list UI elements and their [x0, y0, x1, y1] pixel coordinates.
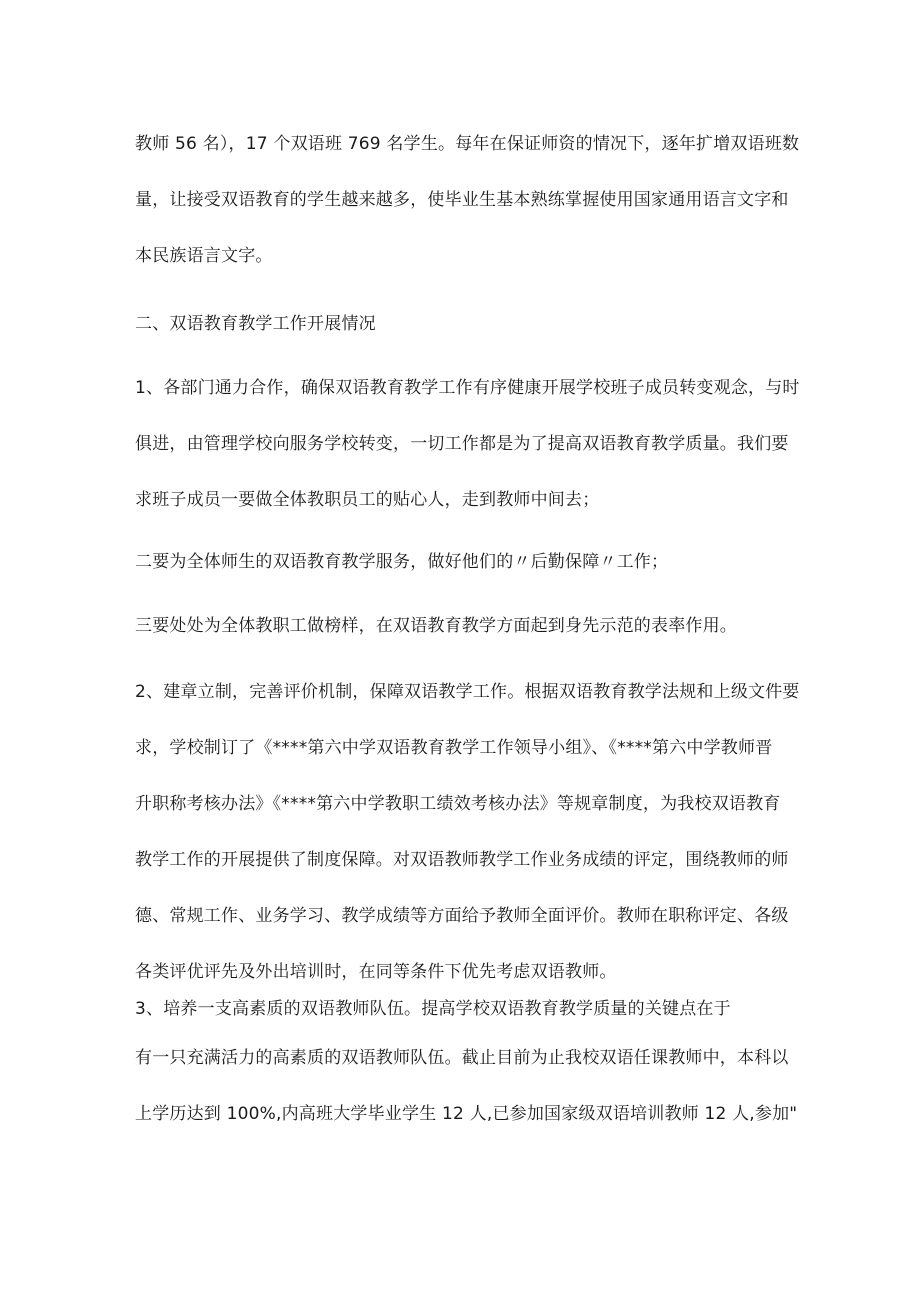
text-line-13: 教学工作的开展提供了制度保障。对双语教师教学工作业务成绩的评定，围绕教师的师 [135, 850, 789, 870]
text-line-9: 三要处处为全体教职工做榜样，在双语教育教学方面起到身先示范的表率作用。 [135, 616, 737, 636]
text-line-10: 2、建章立制，完善评价机制，保障双语教学工作。根据双语教育教学法规和上级文件要 [135, 682, 800, 702]
text-line-7: 求班子成员一要做全体教职员工的贴心人，走到教师中间去； [135, 490, 600, 510]
text-line-11: 求，学校制订了《****第六中学双语教育教学工作领导小组》、《****第六中学教师晋 [135, 738, 773, 758]
text-line-17: 有一只充满活力的高素质的双语教师队伍。截止目前为止我校双语任课教师中，本科以 [135, 1048, 789, 1068]
text-line-6: 俱进，由管理学校向服务学校转变，一切工作都是为了提高双语教育教学质量。我们要 [135, 434, 789, 454]
section-heading: 二、双语教育教学工作开展情况 [135, 314, 376, 334]
text-line-15: 各类评优评先及外出培训时，在同等条件下优先考虑双语教师。 [135, 962, 617, 982]
text-line-3: 本民族语言文字。 [135, 246, 273, 266]
text-line-16: 3、培养一支高素质的双语教师队伍。提高学校双语教育教学质量的关键点在于 [135, 999, 731, 1019]
text-line-8: 二要为全体师生的双语教育教学服务，做好他们的〃后勤保障〃工作； [135, 552, 669, 572]
text-line-14: 德、常规工作、业务学习、教学成绩等方面给予教师全面评价。教师在职称评定、各级 [135, 906, 789, 926]
text-line-12: 升职称考核办法》《****第六中学教职工绩效考核办法》等规章制度，为我校双语教育 [135, 794, 781, 814]
text-line-2: 量，让接受双语教育的学生越来越多，使毕业生基本熟练掌握使用国家通用语言文字和 [135, 190, 789, 210]
text-line-18: 上学历达到 100%,内高班大学毕业学生 12 人,已参加国家级双语培训教师 12 人,参加" [135, 1104, 798, 1124]
text-line-5: 1、各部门通力合作，确保双语教育教学工作有序健康开展学校班子成员转变观念，与时 [135, 378, 800, 398]
text-line-1: 教师 56 名），17 个双语班 769 名学生。每年在保证师资的情况下，逐年扩增双语班数 [135, 134, 800, 154]
